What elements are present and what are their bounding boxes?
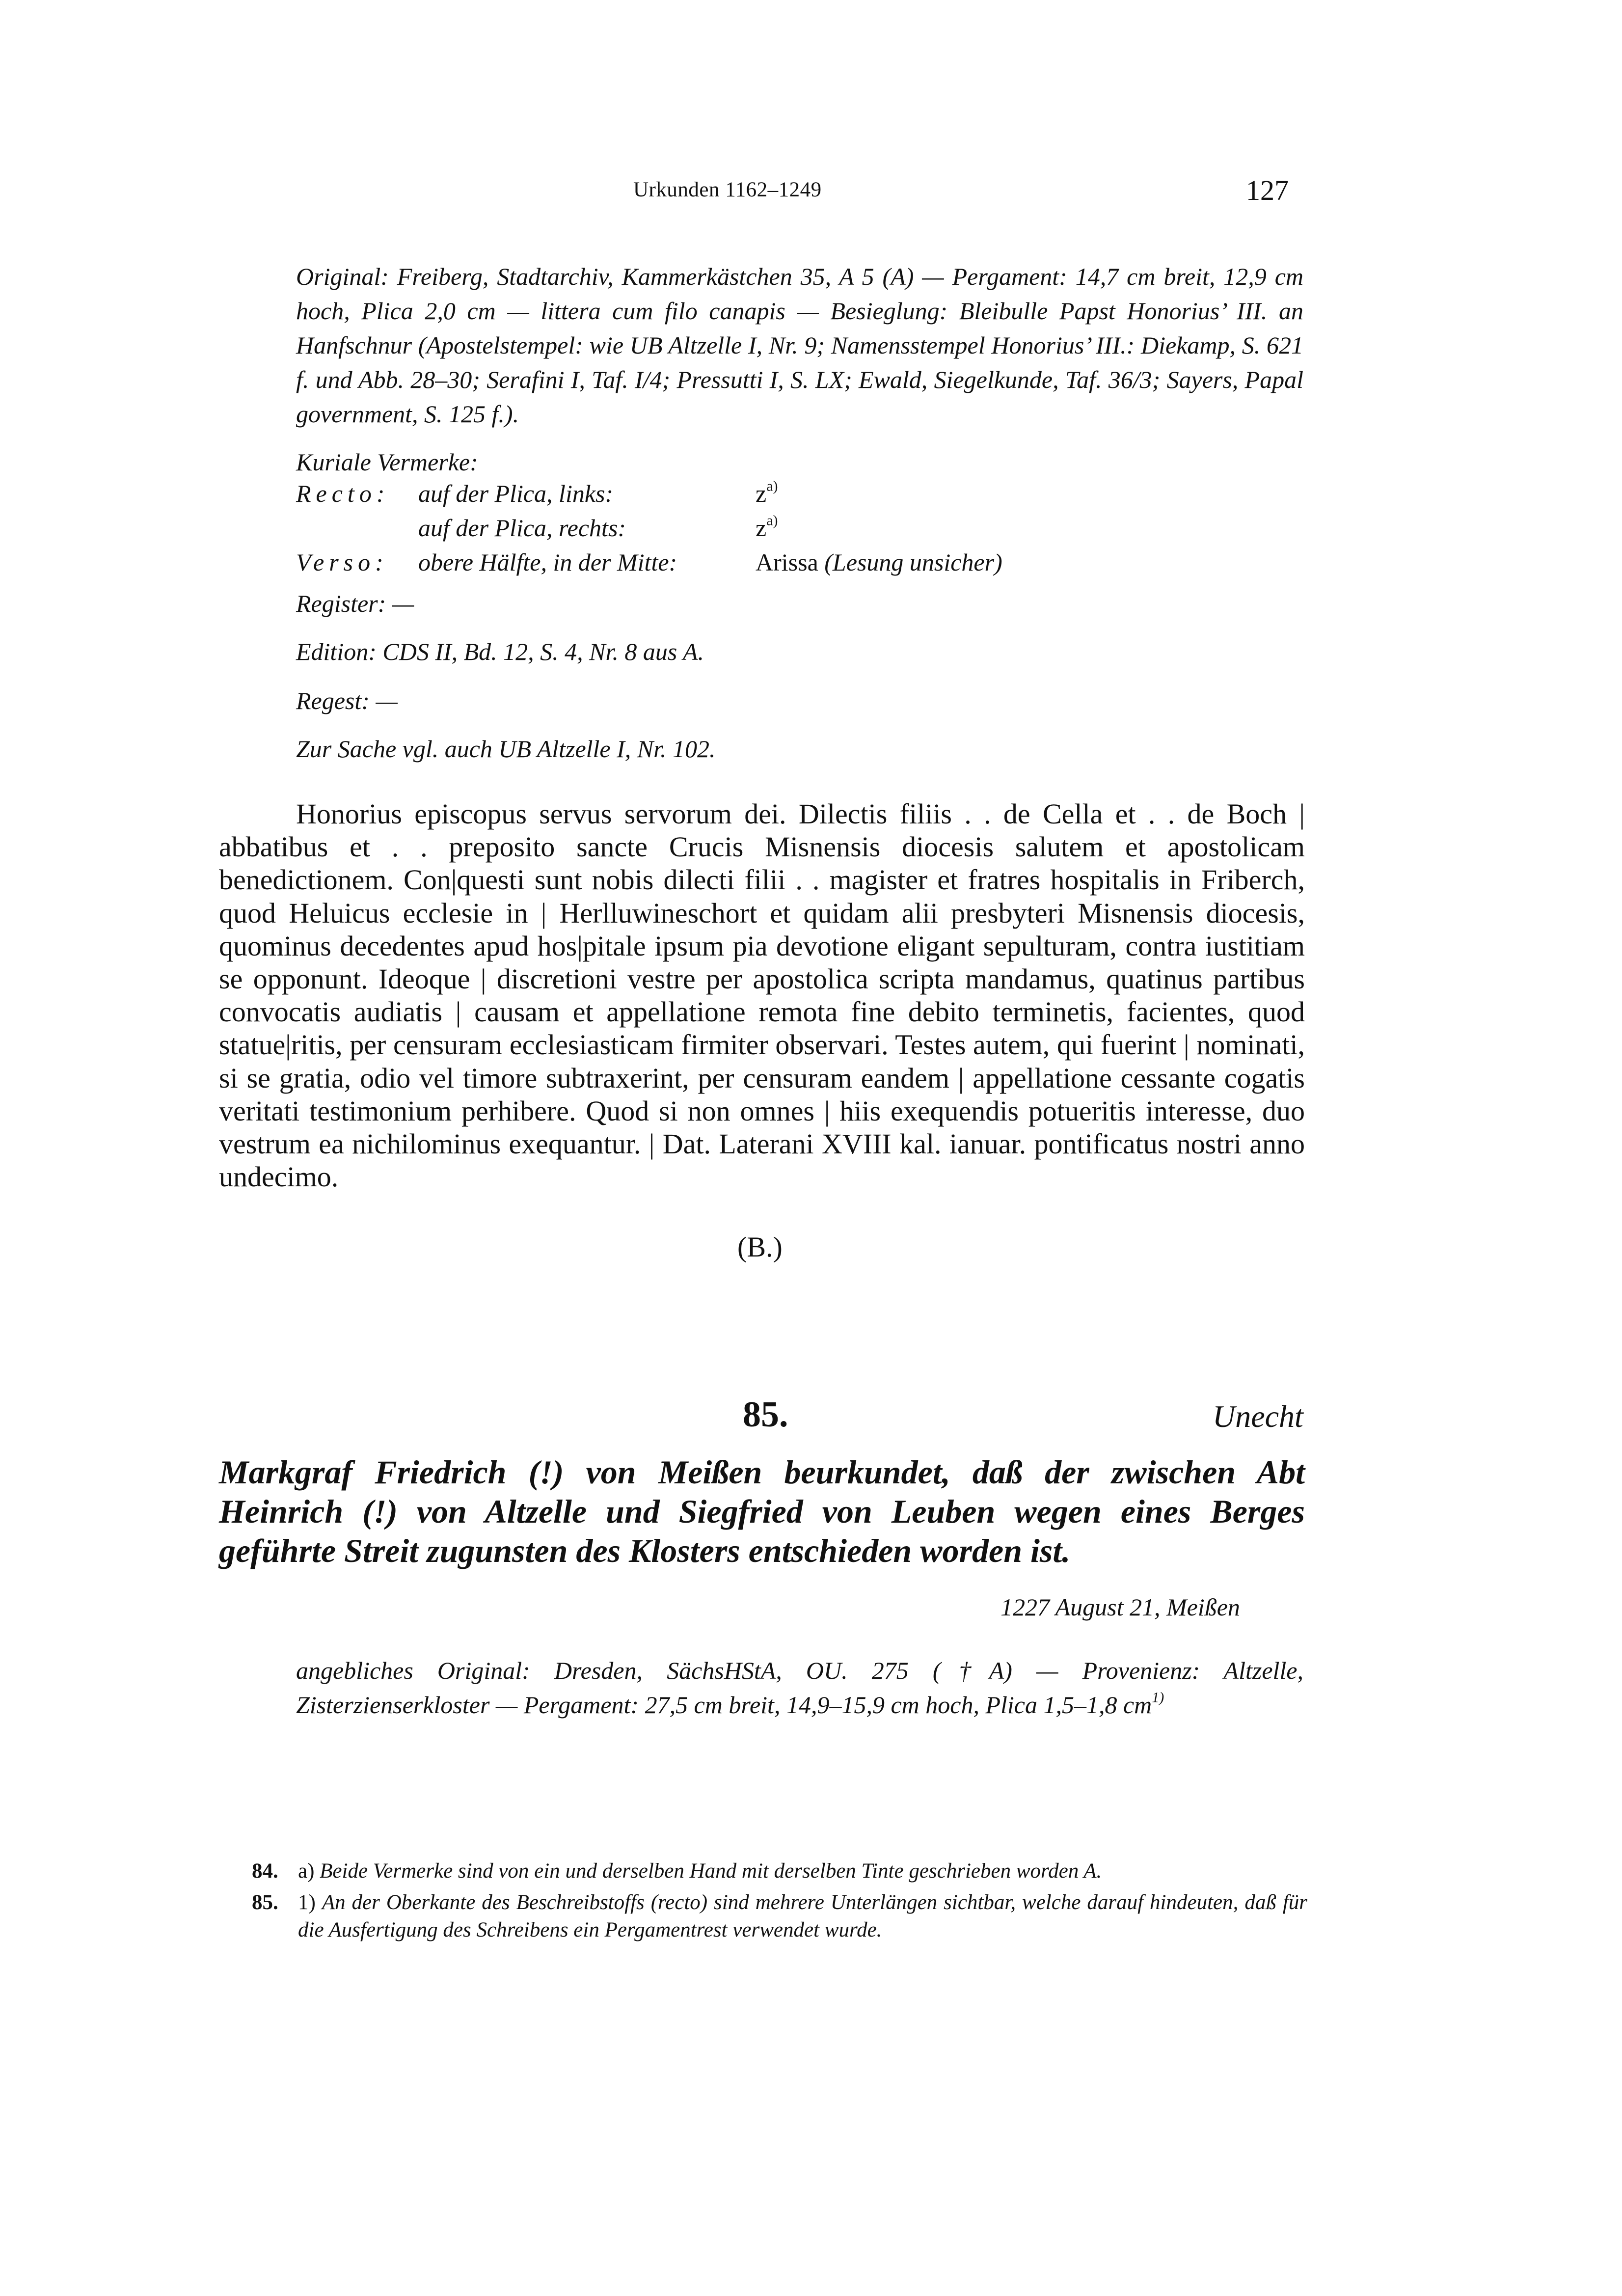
footnote [252,1858,1307,1885]
vermerk-note: (Lesung unsicher) [824,548,1002,576]
footnote-text: Beide Vermerke sind von ein und derselben Hand mit derselben Tinte geschrieben worden A. [320,1859,1102,1883]
footnote [252,1889,1307,1944]
footnote-mark: 1) [1152,1689,1164,1706]
regest-line: Regest: — [296,687,398,714]
footnote-doc-number: 85. [252,1891,278,1914]
register-line: Register: — [296,590,414,617]
document-status: Unecht [1213,1399,1303,1434]
reference-line: Zur Sache vgl. auch UB Altzelle I, Nr. 102. [296,735,716,763]
vermerk-position: auf der Plica, rechts: [418,514,626,542]
document-number: 85. [743,1394,788,1435]
footnote-mark: 1) [298,1891,316,1914]
page-number: 127 [1246,174,1289,206]
charter-text: Honorius episcopus servus servorum dei. Dilectis filiis . . de Cella et . . de Boch | abbatibus et . . preposito sancte Crucis Misnensis diocesis salutem et apostolicam benedictionem. Con|questi sunt nobis dilecti filii . . magister et fratres hospitalis in Friberch, quod Heluicus ecclesie in | Herlluwineschort et quidam alii presbyteri Misnensis diocesis, quominus decedentes apud hos|pitale ipsum pia devotione eligant sepulturam, contra iustitiam se opponunt. Ideoque | discretioni vestre per apostolica scripta mandamus, quatinus partibus convocatis audiatis | causam et appellatione remota fine debito terminetis, facientes, quod statue|ritis, per censuram ecclesiasticam firmiter observari. Testes autem, qui fuerint | nominati, si se gratia, odio vel timore subtraxerint, per censuram eandem | appellatione cessante cogatis veritati testimonium perhibere. Quod si non omnes | hiis exequendis potueritis interesse, duo vestrum ea nichilominus exequantur. | Dat. Laterani XVIII kal. ianuar. pontificatus nostri anno undecimo. [219,798,1305,1193]
footnote-mark: a) [766,478,778,494]
vermerke-heading: Kuriale Vermerke: [296,448,478,476]
footnote-text: An der Oberkante des Beschreibstoffs (recto) sind mehrere Unterlängen sichtbar, welche darauf hindeuten, daß für die Ausfertigung des Schreibens ein Pergamentrest verwendet wurde. [298,1891,1307,1941]
vermerk-position: auf der Plica, links: [418,480,614,507]
footnote-doc-number: 84. [252,1859,278,1883]
document-regest-title: Markgraf Friedrich (!) von Meißen beurkundet, daß der zwischen Abt Heinrich (!) von Altzelle und Siegfried von Leuben wegen eines Berges geführte Streit zugunsten des Klosters entschieden worden ist. [219,1453,1305,1569]
vermerk-position: obere Hälfte, in der Mitte: [418,548,677,576]
bulla-mark: (B.) [737,1231,783,1263]
date-place: 1227 August 21, Meißen [1000,1593,1240,1621]
footnote-mark: a) [298,1859,315,1883]
vermerk-label: Recto: [296,480,390,507]
vermerk-label: Verso: [296,548,388,576]
original-description-85: angebliches Original: Dresden, SächsHStA, OU. 275 (†A) — Provenienz: Altzelle, Zisterzienserkloster — Pergament: 27,5 cm breit, 14,9–15,9 cm hoch, Plica 1,5–1,8 $cm^{1)}$ [296,1657,1303,1719]
vermerk-value: Arissa (Lesung unsicher) [756,548,1002,576]
vermerk-value: $z^{a)}$ [756,478,778,507]
original-description: Original: Freiberg, Stadtarchiv, Kammerkästchen 35, A 5 (A) — Pergament: 14,7 cm breit, 12,9 cm hoch, Plica 2,0 cm — littera cum filo canapis — Besieglung: Bleibulle Papst Honorius’ III. an Hanfschnur (Apostelstempel: wie UB Altzelle I, Nr. 9; Namensstempel Honorius’ III.: Diekamp, S. 621 f. und Abb. 28–30; Serafini I, Taf. I/4; Pressutti I, S. LX; Ewald, Siegelkunde, Taf. 36/3; Sayers, Papal government, S. 125 f.). [296,263,1303,428]
edition-line: Edition: CDS II, Bd. 12, S. 4, Nr. 8 aus A. [296,638,704,665]
running-title: Urkunden 1162–1249 [633,178,822,201]
footnotes [252,1858,1307,1944]
footnote-mark: a) [766,512,778,529]
vermerk-value: $z^{a)}$ [756,512,778,542]
